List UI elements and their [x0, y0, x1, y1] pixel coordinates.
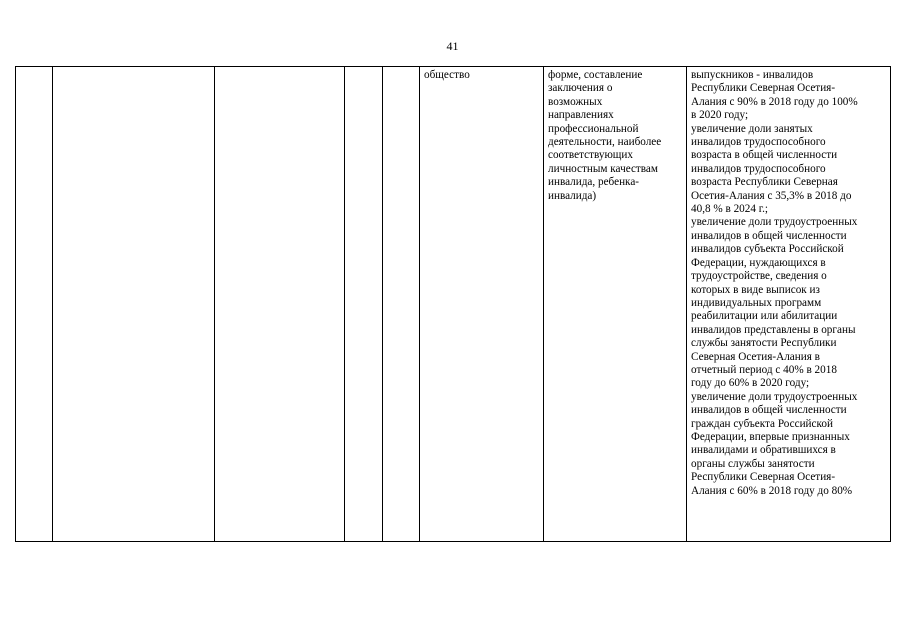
- table-row: [16, 67, 891, 542]
- table-cell-col7: [544, 67, 687, 542]
- data-table: [15, 66, 891, 542]
- page-number: 41: [446, 39, 459, 53]
- table-cell-col6: [420, 67, 544, 542]
- cell-text-society: общество: [424, 69, 470, 81]
- table-cell-col8: [687, 67, 891, 542]
- cell-text-activities: форме, составление заключения о возможных направлениях профессиональной деятельности, наиболее соответствующих личностным качествам инвалида, ребенка- инвалида): [548, 69, 662, 202]
- table-cell-col2: [53, 67, 215, 542]
- table-cell-col5: [383, 67, 420, 542]
- cell-text-indicators: выпускников - инвалидов Республики Северная Осетия- Алания с 90% в 2018 году до 100% в 2020 году; увеличение доли занятых инвалидов трудоспособного возраста в общей численности инвалидов трудоспособного возраста Республики Северная Осетия-Алания с 35,3% в 2018 до 40,8 % в 2024 г.; увеличение доли трудоустроенных инвалидов в общей численности инвалидов субъекта Российской Федерации, нуждающихся в трудоустройстве, сведения о которых в виде выписок из индивидуальных программ реабилитации или абилитации инвалидов представлены в органы службы занятости Республики Северная Осетия-Алания в отчетный период с 40% в 2018 году до 60% в 2020 году; увеличение доли трудоустроенных инвалидов в общей численности граждан субъекта Российской Федерации, впервые признанных инвалидами и обратившихся в органы службы занятости Республики Северная Осетия- Алания с 60% в 2018 году до 80%: [691, 69, 858, 497]
- table-cell-col4: [345, 67, 383, 542]
- table-cell-col3: [215, 67, 345, 542]
- table-cell-col1: [16, 67, 53, 542]
